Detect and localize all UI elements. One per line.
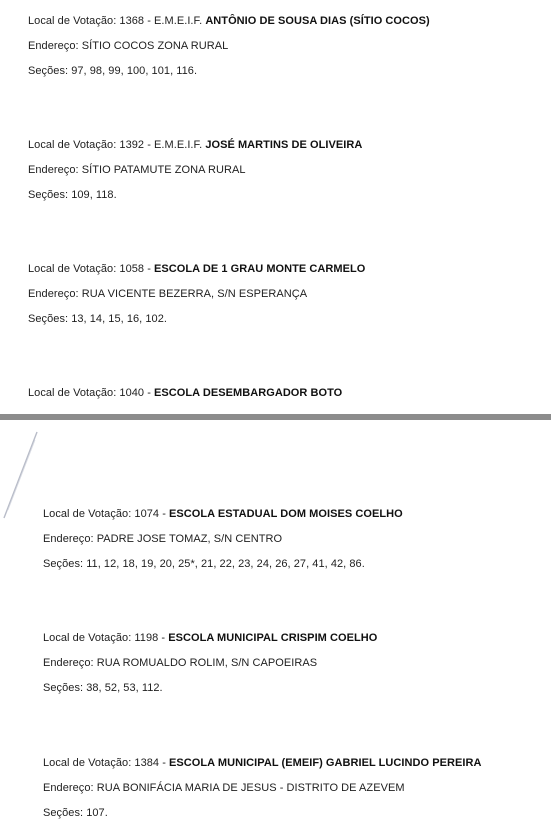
location-name: ESCOLA MUNICIPAL (EMEIF) GABRIEL LUCINDO PEREIRA xyxy=(169,757,482,769)
sections-line: Seções: 109, 118. xyxy=(28,189,117,201)
location-line: Local de Votação: 1198 - ESCOLA MUNICIPAL CRISPIM COELHO xyxy=(43,632,378,644)
location-line: Local de Votação: 1058 - ESCOLA DE 1 GRAU MONTE CARMELO xyxy=(28,263,366,275)
address-line: Endereço: RUA BONIFÁCIA MARIA DE JESUS - DISTRITO DE AZEVEM xyxy=(43,782,405,794)
location-line: Local de Votação: 1074 - ESCOLA ESTADUAL DOM MOISES COELHO xyxy=(43,508,403,520)
sections-line: Seções: 11, 12, 18, 19, 20, 25*, 21, 22, 23, 24, 26, 27, 41, 42, 86. xyxy=(43,558,365,570)
address-line: Endereço: PADRE JOSE TOMAZ, S/N CENTRO xyxy=(43,533,283,545)
location-name: ESCOLA DE 1 GRAU MONTE CARMELO xyxy=(154,263,366,275)
location-line: Local de Votação: 1384 - ESCOLA MUNICIPAL (EMEIF) GABRIEL LUCINDO PEREIRA xyxy=(43,757,482,769)
voting-location-1368 xyxy=(28,14,430,89)
voting-location-1040 xyxy=(28,386,342,411)
page-top xyxy=(0,0,551,414)
location-line: Local de Votação: 1392 - E.M.E.I.F. JOSÉ MARTINS DE OLIVEIRA xyxy=(28,139,363,151)
page-bottom xyxy=(0,420,551,832)
location-line: Local de Votação: 1368 - E.M.E.I.F. ANTÔNIO DE SOUSA DIAS (SÍTIO COCOS) xyxy=(28,15,430,27)
address-line: Endereço: SÍTIO COCOS ZONA RURAL xyxy=(28,40,229,52)
address-line: Endereço: RUA ROMUALDO ROLIM, S/N CAPOEIRAS xyxy=(43,657,318,669)
location-name: ESCOLA MUNICIPAL CRISPIM COELHO xyxy=(168,632,378,644)
sections-line: Seções: 13, 14, 15, 16, 102. xyxy=(28,313,168,325)
address-line: Endereço: SÍTIO PATAMUTE ZONA RURAL xyxy=(28,164,246,176)
sections-line: Seções: 107. xyxy=(43,807,108,819)
location-name: ESCOLA ESTADUAL DOM MOISES COELHO xyxy=(169,508,403,520)
address-line: Endereço: RUA VICENTE BEZERRA, S/N ESPERANÇA xyxy=(28,288,308,300)
location-name: JOSÉ MARTINS DE OLIVEIRA xyxy=(205,139,363,151)
sections-line: Seções: 97, 98, 99, 100, 101, 116. xyxy=(28,65,198,77)
voting-location-1058 xyxy=(28,262,365,337)
voting-location-1392 xyxy=(28,138,362,213)
voting-location-1384 xyxy=(43,756,481,831)
location-name: ESCOLA DESEMBARGADOR BOTO xyxy=(154,387,343,399)
voting-location-1198 xyxy=(43,631,377,706)
location-line: Local de Votação: 1040 - ESCOLA DESEMBARGADOR BOTO xyxy=(28,387,343,399)
location-name: ANTÔNIO DE SOUSA DIAS (SÍTIO COCOS) xyxy=(205,15,430,27)
voting-location-1074 xyxy=(43,507,403,582)
sections-line: Seções: 38, 52, 53, 112. xyxy=(43,682,163,694)
